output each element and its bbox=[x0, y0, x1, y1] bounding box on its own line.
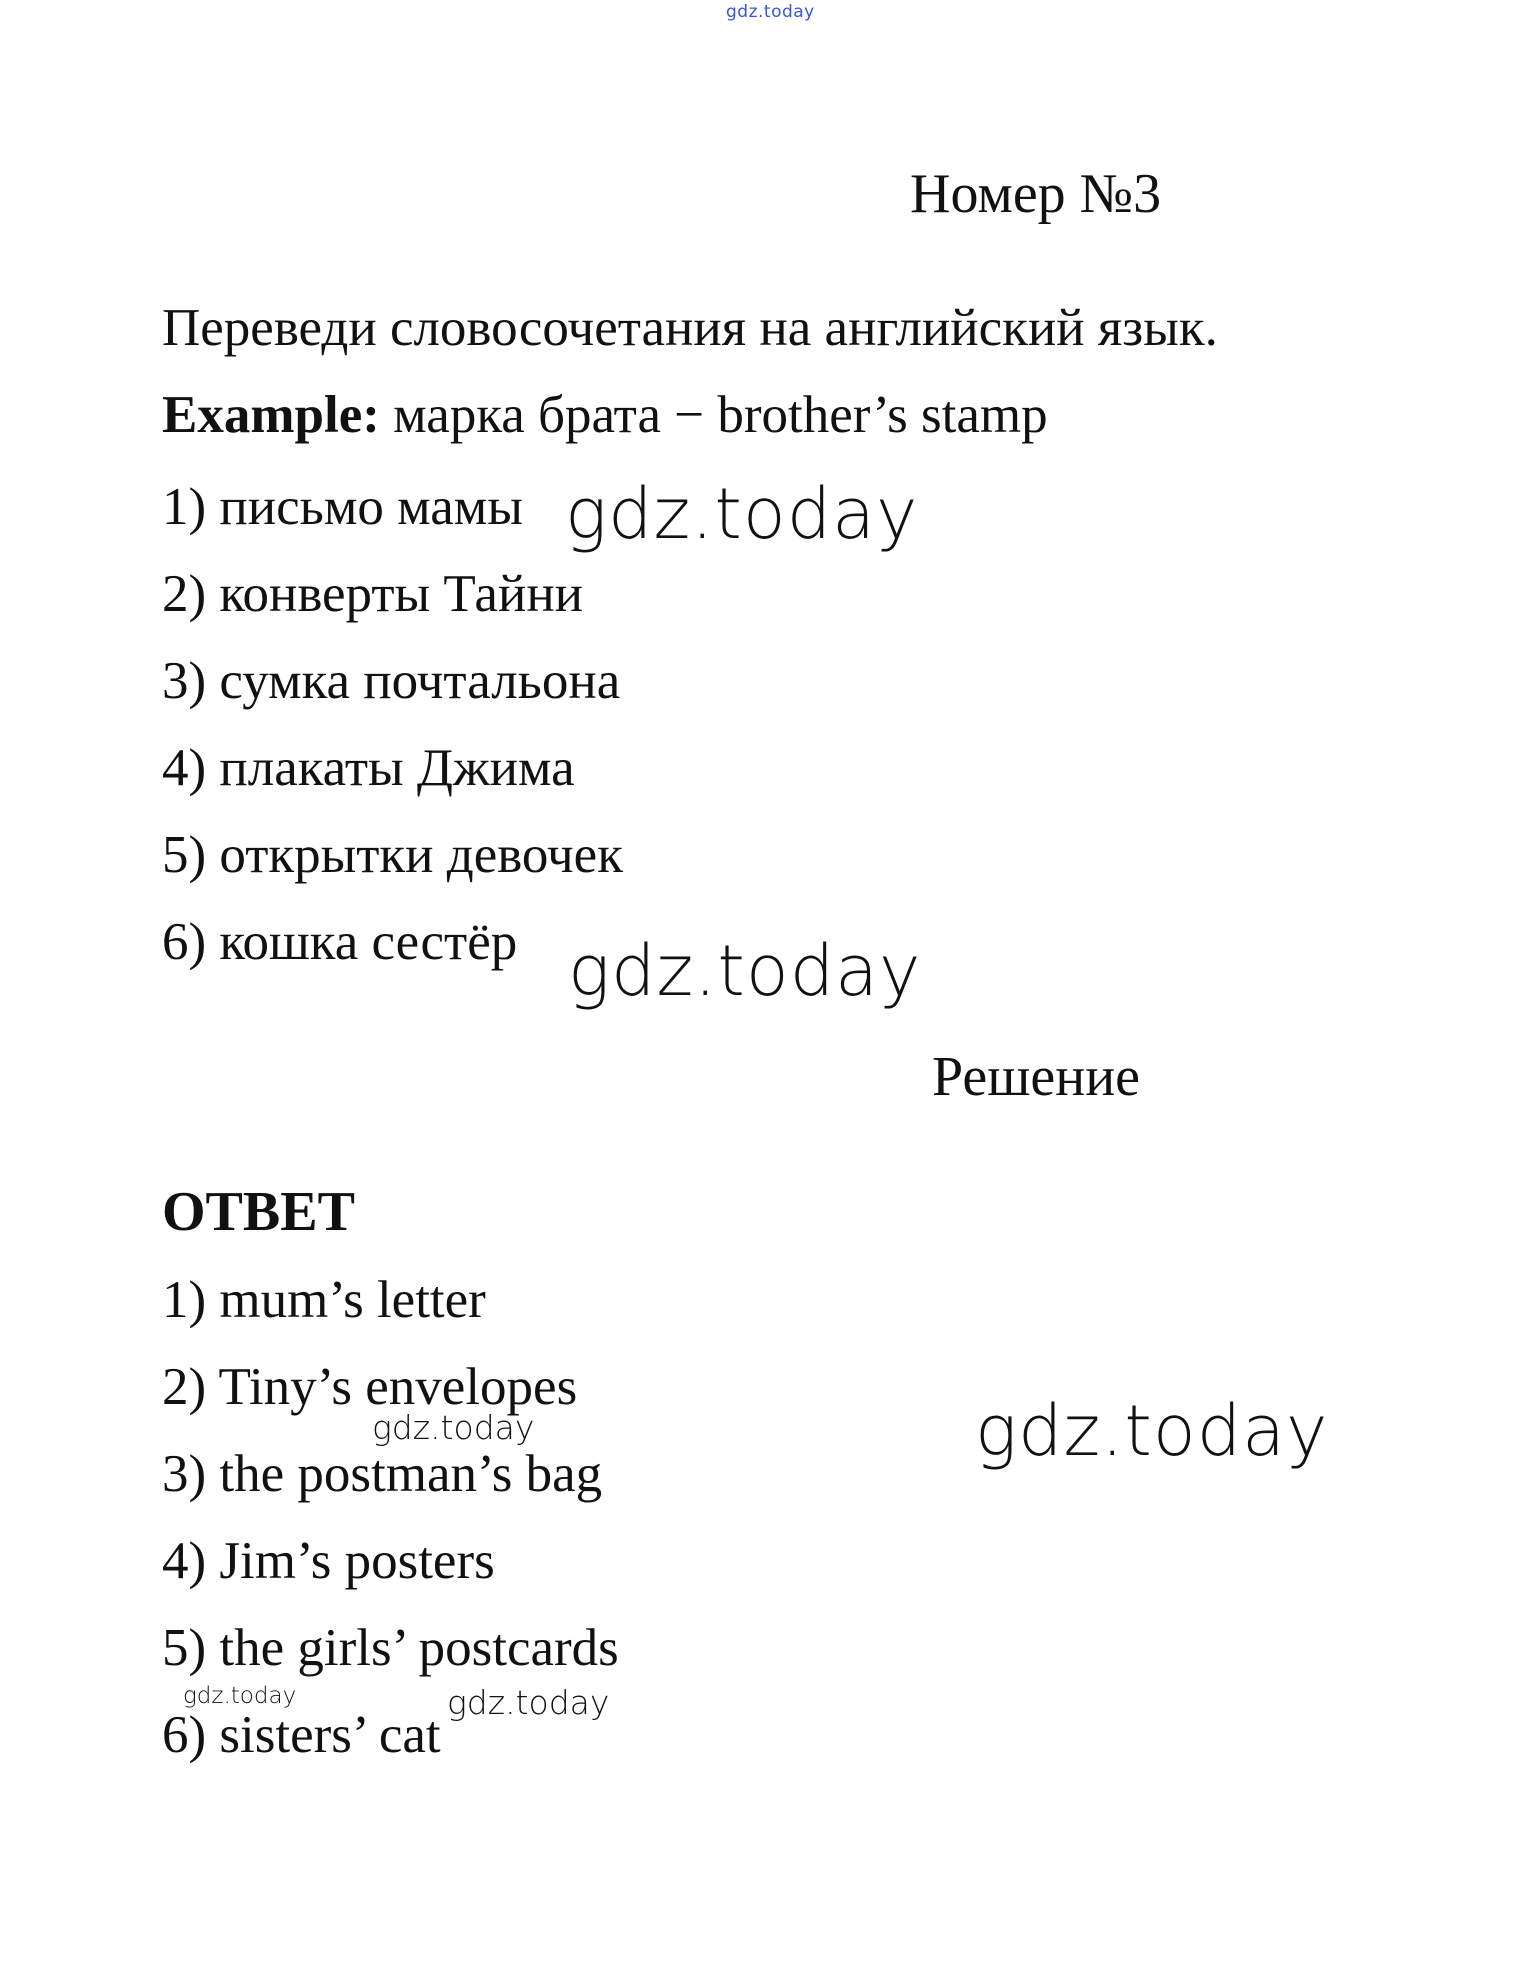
task-item: 3) сумка почтальона bbox=[162, 652, 621, 710]
solution-heading: Решение bbox=[932, 1046, 1141, 1108]
task-item: 1) письмо мамы bbox=[162, 478, 523, 536]
answer-item: 2) Tiny’s envelopes bbox=[162, 1358, 578, 1416]
task-item: 5) открытки девочек bbox=[162, 826, 623, 884]
example-text: марка брата − brother’s stamp bbox=[379, 386, 1048, 444]
answer-heading: ОТВЕТ bbox=[162, 1181, 355, 1243]
page-title: Номер №3 bbox=[910, 163, 1162, 225]
top-watermark[interactable]: gdz.today bbox=[726, 2, 815, 22]
watermark-small: gdz.today bbox=[372, 1408, 535, 1447]
answer-item: 3) the postman’s bag bbox=[162, 1445, 603, 1503]
task-item: 6) кошка сестёр bbox=[162, 913, 518, 971]
answer-item: 5) the girls’ postcards bbox=[162, 1619, 619, 1677]
watermark-small: gdz.today bbox=[447, 1683, 610, 1722]
task-item: 2) конверты Тайни bbox=[162, 565, 584, 623]
answer-item: 4) Jim’s posters bbox=[162, 1532, 495, 1590]
watermark-large: gdz.today bbox=[565, 473, 919, 555]
answer-item: 6) sisters’ cat bbox=[162, 1706, 441, 1764]
watermark-large: gdz.today bbox=[568, 930, 922, 1012]
watermark-large: gdz.today bbox=[975, 1390, 1329, 1472]
task-instruction: Переведи словосочетания на английский язык. bbox=[162, 299, 1218, 357]
example-line bbox=[162, 385, 1048, 445]
watermark-small: gdz.today bbox=[183, 1683, 297, 1709]
task-list bbox=[162, 472, 623, 994]
answer-item: 1) mum’s letter bbox=[162, 1271, 486, 1329]
example-label: Example: bbox=[162, 386, 380, 444]
task-item: 4) плакаты Джима bbox=[162, 739, 575, 797]
